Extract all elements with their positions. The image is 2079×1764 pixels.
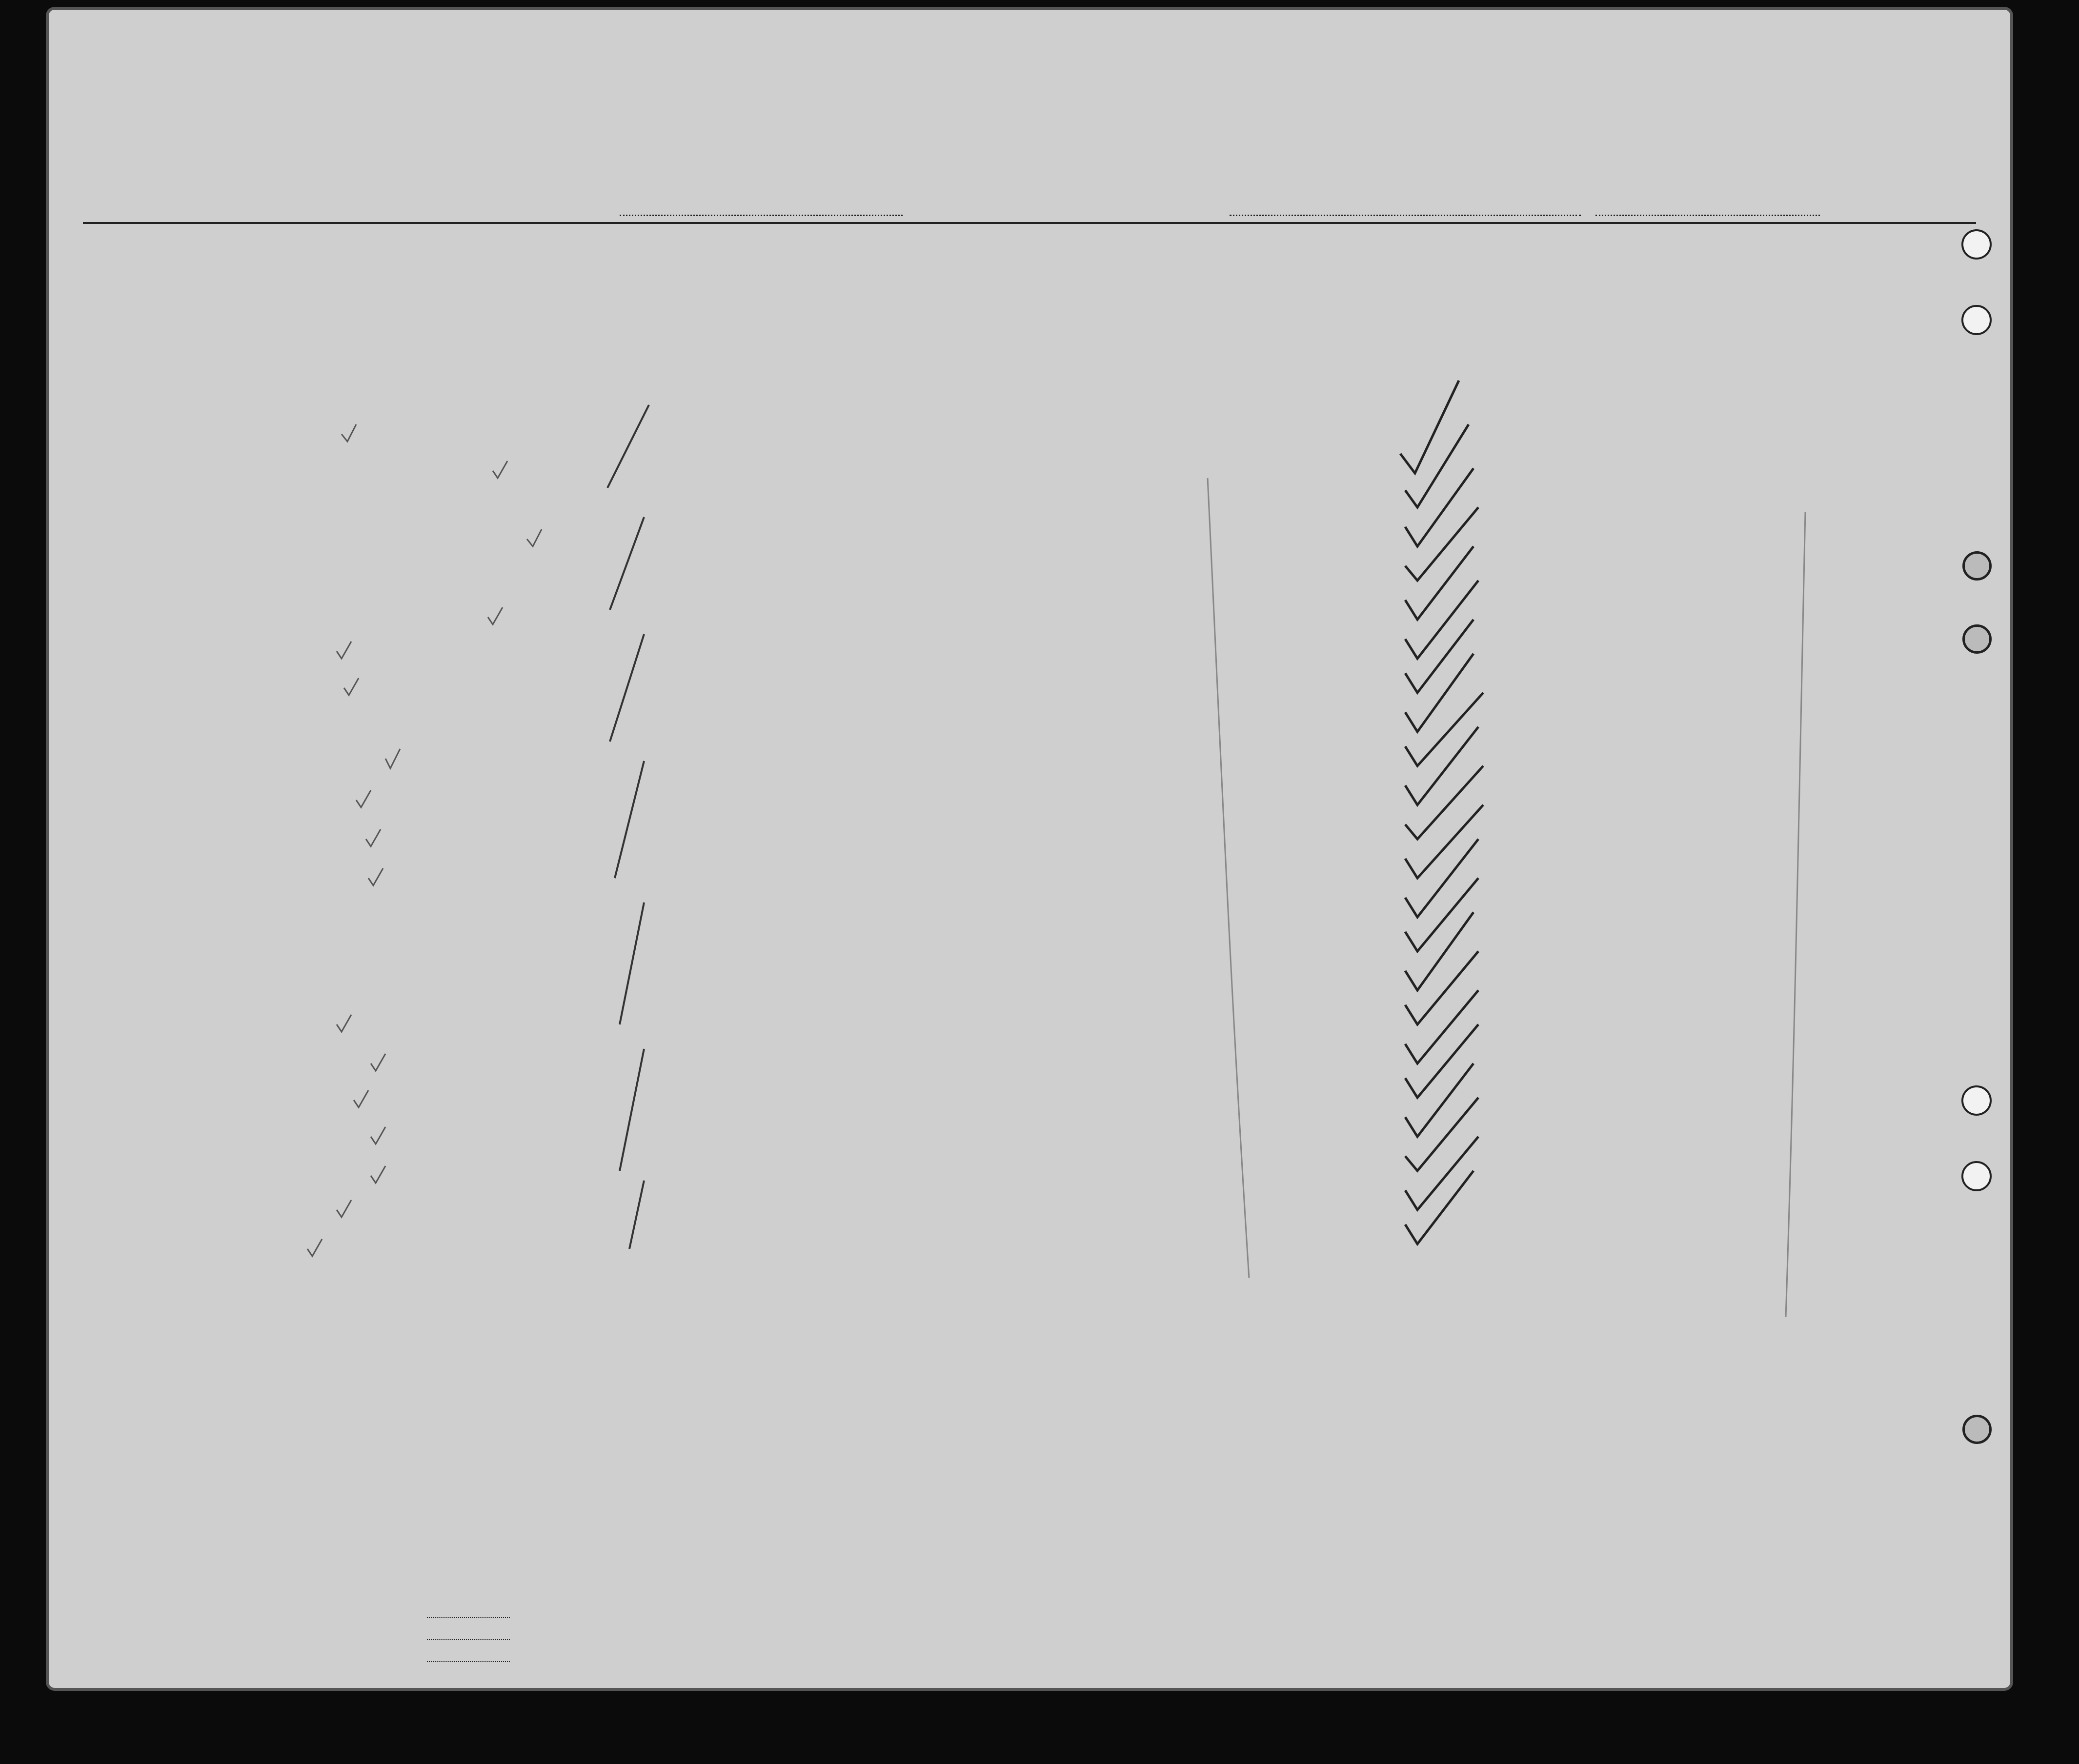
us-citizens-line <box>427 1639 510 1640</box>
name-checkmarks <box>307 424 542 1256</box>
sex-column-slashes <box>607 405 649 1249</box>
total-passengers-line <box>427 1617 510 1618</box>
pencil-strokes <box>1208 478 1805 1317</box>
visa-checkmarks <box>1400 381 1483 1244</box>
aliens-line <box>427 1661 510 1662</box>
